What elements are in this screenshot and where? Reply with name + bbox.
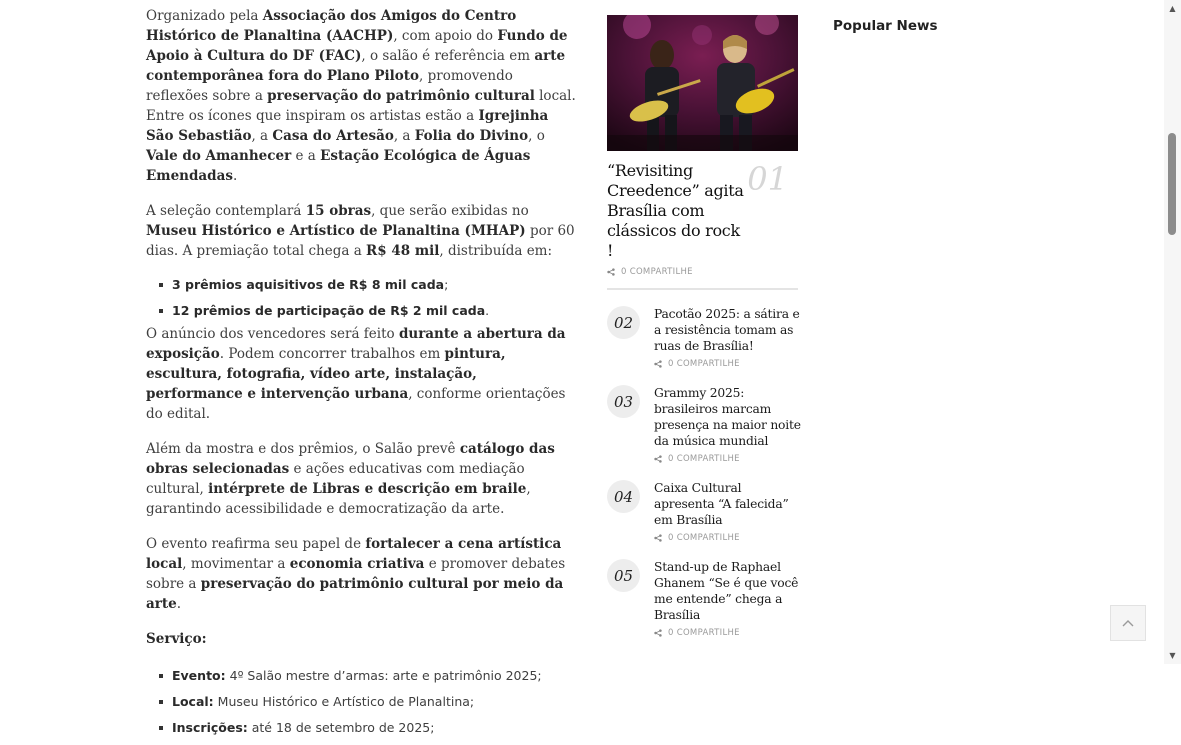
list-item: Inscrições: até 18 de setembro de 2025; — [172, 715, 578, 741]
page-scrollbar[interactable] — [1164, 0, 1181, 664]
rank-badge: 02 — [607, 306, 640, 339]
list-item: Local: Museu Histórico e Artístico de Planaltina; — [172, 689, 578, 715]
list-item — [607, 306, 798, 369]
list-item — [607, 480, 798, 543]
article-paragraph: Organizado pela Associação dos Amigos do Centro Histórico de Planaltina (AACHP), com apoio do Fundo de Apoio à Cultura do DF (FAC), o salão é referência em arte contemporânea fora do Plano Piloto, promovendo reflexões sobre a preservação do patrimônio cultural local. Entre os ícones que inspiram os artistas estão a Igrejinha São Sebastião, a Casa do Artesão, a Folia do Divino, o Vale do Amanhecer e a Estação Ecológica de Águas Emendadas. — [146, 8, 576, 184]
share-icon — [654, 360, 662, 368]
news-list — [607, 15, 801, 638]
share-count[interactable]: 0 COMPARTILHE — [654, 533, 798, 543]
article-paragraph: A seleção contemplará 15 obras, que serão exibidas no Museu Histórico e Artístico de Planaltina (MHAP) por 60 dias. A premiação total chega a R$ 48 mil, distribuída em: — [146, 203, 575, 259]
prize-list — [146, 272, 578, 324]
featured-rank: 01 — [747, 160, 788, 198]
scroll-down-arrow-icon[interactable]: ▼ — [1169, 651, 1176, 660]
list-item: Evento: 4º Salão mestre d’armas: arte e patrimônio 2025; — [172, 663, 578, 689]
news-title-link[interactable]: Stand-up de Raphael Ghanem “Se é que você me entende” chega a Brasília — [654, 560, 799, 622]
share-icon — [654, 455, 662, 463]
share-icon — [654, 534, 662, 542]
popular-news-heading: Popular News — [833, 18, 938, 34]
article-paragraph: Além da mostra e dos prêmios, o Salão prevê catálogo das obras selecionadas e ações educativas com mediação cultural, intérprete de Libras e descrição em braile, garantindo acessibilidade e democratização da arte. — [146, 441, 555, 517]
share-icon — [607, 268, 615, 276]
news-title-link[interactable]: Pacotão 2025: a sátira e a resistência tomam as ruas de Brasília! — [654, 307, 800, 353]
scrollbar-thumb[interactable] — [1168, 133, 1176, 235]
article-body — [146, 6, 578, 745]
list-item: 3 prêmios aquisitivos de R$ 8 mil cada; — [172, 272, 578, 298]
article-paragraph: O anúncio dos vencedores será feito durante a abertura da exposição. Podem concorrer trabalhos em pintura, escultura, fotografia, vídeo arte, instalação, performance e intervenção urbana, conforme orientações do edital. — [146, 326, 566, 422]
list-item: 12 prêmios de participação de R$ 2 mil cada. — [172, 298, 578, 324]
back-to-top-button[interactable] — [1110, 605, 1146, 641]
list-item — [607, 385, 801, 464]
servico-list — [146, 663, 578, 741]
featured-news-image[interactable] — [607, 15, 798, 151]
list-item — [607, 559, 798, 638]
share-count[interactable]: 0 COMPARTILHE — [607, 267, 798, 290]
news-title-link[interactable]: Grammy 2025: brasileiros marcam presença na maior noite da música mundial — [654, 386, 801, 448]
rank-badge: 05 — [607, 559, 640, 592]
share-count[interactable]: 0 COMPARTILHE — [654, 628, 798, 638]
rank-badge: 04 — [607, 480, 640, 513]
featured-news — [607, 161, 798, 290]
rank-badge: 03 — [607, 385, 640, 418]
scroll-up-arrow-icon[interactable]: ▲ — [1169, 4, 1176, 13]
news-title-link[interactable]: Caixa Cultural apresenta “A falecida” em Brasília — [654, 481, 789, 527]
chevron-up-icon — [1121, 616, 1135, 630]
servico-heading: Serviço: — [146, 631, 207, 647]
featured-news-title[interactable]: “Revisiting Creedence” agita Brasília com clássicos do rock ! — [607, 161, 744, 260]
share-count[interactable]: 0 COMPARTILHE — [654, 359, 798, 369]
share-count[interactable]: 0 COMPARTILHE — [654, 454, 798, 464]
article-paragraph: O evento reafirma seu papel de fortalecer a cena artística local, movimentar a economia criativa e promover debates sobre a preservação do patrimônio cultural por meio da arte. — [146, 536, 566, 612]
share-icon — [654, 629, 662, 637]
